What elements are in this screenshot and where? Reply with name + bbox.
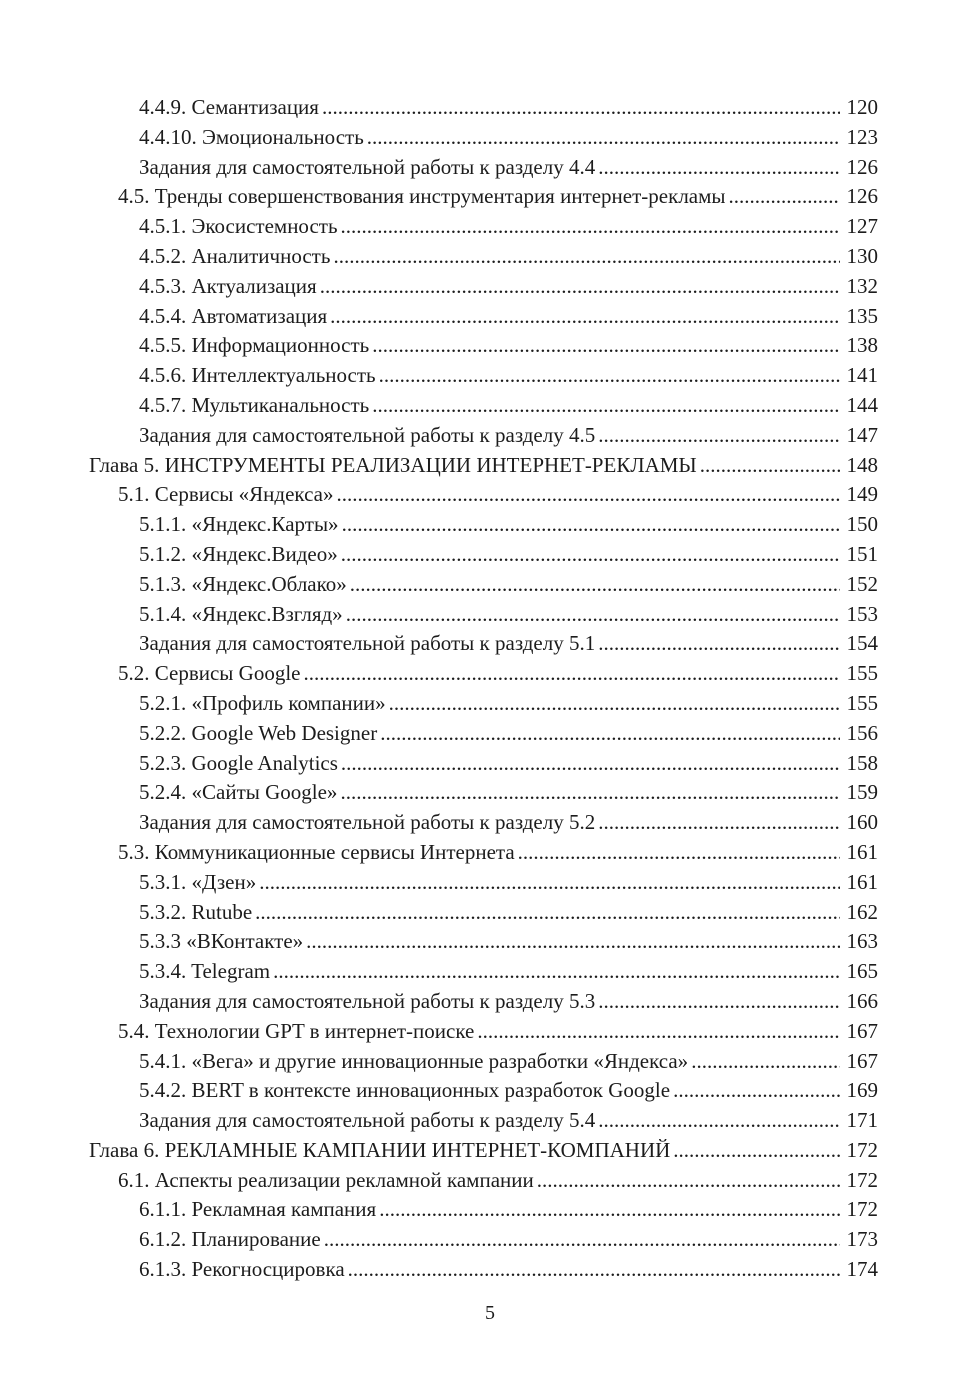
- toc-entry-page: 167: [846, 1018, 878, 1043]
- toc-leader-dots: [348, 1255, 840, 1285]
- toc-entry-label: 5.2.3. Google Analytics: [139, 750, 338, 775]
- toc-leader-dots: [304, 659, 840, 689]
- toc-entry-label: 6.1. Аспекты реализации рекламной кампании: [118, 1167, 534, 1192]
- toc-entry-label: 4.5. Тренды совершенствования инструментария интернет-рекламы: [118, 184, 726, 209]
- toc-leader-dots: [598, 629, 839, 659]
- toc-entry: [89, 391, 878, 421]
- toc-entry-label: Задания для самостоятельной работы к разделу 5.1: [139, 631, 596, 656]
- toc-entry: [89, 421, 878, 451]
- toc-entry-page: 167: [846, 1048, 878, 1073]
- toc-entry: [89, 838, 878, 868]
- toc-entry-page: 144: [846, 392, 878, 417]
- toc-entry-label: 4.5.7. Мультиканальность: [139, 392, 370, 417]
- toc-entry: [89, 927, 878, 957]
- toc-leader-dots: [342, 510, 840, 540]
- toc-entry-label: 5.3.2. Rutube: [139, 899, 253, 924]
- toc-entry: [89, 957, 878, 987]
- toc-entry-page: 173: [846, 1227, 878, 1252]
- toc-entry-label: 4.5.5. Информационность: [139, 333, 370, 358]
- toc-entry-label: 5.4.2. BERT в контексте инновационных разработок Google: [139, 1078, 671, 1103]
- toc-entry-page: 169: [846, 1078, 878, 1103]
- toc-leader-dots: [372, 391, 839, 421]
- toc-entry-label: Задания для самостоятельной работы к разделу 5.3: [139, 988, 596, 1013]
- toc-entry-label: 5.1.2. «Яндекс.Видео»: [139, 541, 338, 566]
- toc-entry-label: 4.5.2. Аналитичность: [139, 243, 331, 268]
- toc-leader-dots: [341, 749, 840, 779]
- toc-entry-label: 4.5.6. Интеллектуальность: [139, 363, 376, 388]
- toc-leader-dots: [598, 421, 839, 451]
- toc-leader-dots: [518, 838, 840, 868]
- toc-leader-dots: [598, 1106, 839, 1136]
- toc-entry-label: Задания для самостоятельной работы к разделу 4.4: [139, 154, 596, 179]
- toc-leader-dots: [379, 361, 840, 391]
- toc-leader-dots: [346, 600, 840, 630]
- toc-leader-dots: [330, 302, 839, 332]
- toc-entry: [89, 1106, 878, 1136]
- toc-leader-dots: [341, 212, 840, 242]
- toc-entry-page: 159: [846, 780, 878, 805]
- toc-entry-page: 126: [846, 154, 878, 179]
- toc-entry: [89, 749, 878, 779]
- toc-entry-page: 158: [846, 750, 878, 775]
- toc-entry: [89, 182, 878, 212]
- toc-leader-dots: [320, 272, 840, 302]
- toc-entry: [89, 272, 878, 302]
- toc-entry-page: 138: [846, 333, 878, 358]
- toc-entry: [89, 242, 878, 272]
- toc-leader-dots: [337, 480, 840, 510]
- toc-entry: [89, 123, 878, 153]
- toc-entry-label: Задания для самостоятельной работы к разделу 5.4: [139, 1108, 596, 1133]
- toc-entry-label: 5.2. Сервисы Google: [118, 661, 301, 686]
- toc-entry-page: 126: [846, 184, 878, 209]
- toc-entry-page: 149: [846, 482, 878, 507]
- toc-leader-dots: [700, 451, 840, 481]
- toc-entry-label: 5.3.3 «ВКонтакте»: [139, 929, 304, 954]
- toc-entry-page: 123: [846, 124, 878, 149]
- toc-entry-label: 4.5.4. Автоматизация: [139, 303, 328, 328]
- toc-entry: [89, 898, 878, 928]
- toc-entry: [89, 689, 878, 719]
- toc-entry-label: 5.1.1. «Яндекс.Карты»: [139, 512, 339, 537]
- toc-entry-page: 163: [846, 929, 878, 954]
- toc-leader-dots: [322, 93, 840, 123]
- toc-entry: [89, 480, 878, 510]
- toc-entry-label: 5.4. Технологии GPT в интернет-поиске: [118, 1018, 475, 1043]
- toc-entry-label: 4.5.3. Актуализация: [139, 273, 317, 298]
- toc-entry-page: 172: [846, 1167, 878, 1192]
- toc-entry-label: 5.3.4. Telegram: [139, 959, 271, 984]
- toc-entry-page: 120: [846, 95, 878, 119]
- toc-leader-dots: [259, 868, 839, 898]
- toc-entry-page: 147: [846, 422, 878, 447]
- toc-leader-dots: [598, 987, 839, 1017]
- toc-entry: [89, 302, 878, 332]
- toc-entry: [89, 93, 878, 123]
- toc-entry-label: Задания для самостоятельной работы к разделу 4.5: [139, 422, 596, 447]
- toc-entry-label: 6.1.2. Планирование: [139, 1227, 321, 1252]
- toc-leader-dots: [598, 808, 839, 838]
- toc-entry-page: 153: [846, 601, 878, 626]
- table-of-contents: [89, 93, 878, 1285]
- toc-entry: [89, 1047, 878, 1077]
- toc-entry-label: 5.3. Коммуникационные сервисы Интернета: [118, 839, 515, 864]
- toc-entry: [89, 153, 878, 183]
- toc-leader-dots: [372, 331, 839, 361]
- toc-entry: [89, 1017, 878, 1047]
- toc-leader-dots: [306, 927, 839, 957]
- page-number-footer: 5: [485, 1302, 495, 1324]
- toc-entry: [89, 331, 878, 361]
- toc-entry: [89, 1166, 878, 1196]
- toc-entry-label: 4.4.9. Семантизация: [139, 95, 319, 119]
- toc-leader-dots: [598, 153, 839, 183]
- toc-entry-label: 5.2.4. «Сайты Google»: [139, 780, 338, 805]
- toc-entry: [89, 1076, 878, 1106]
- toc-entry-page: 162: [846, 899, 878, 924]
- toc-entry: [89, 212, 878, 242]
- toc-entry-label: 5.1. Сервисы «Яндекса»: [118, 482, 334, 507]
- toc-leader-dots: [379, 1195, 839, 1225]
- toc-entry: [89, 510, 878, 540]
- toc-entry-label: Глава 6. РЕКЛАМНЫЕ КАМПАНИИ ИНТЕРНЕТ-КОМПАНИЙ: [89, 1137, 671, 1162]
- toc-leader-dots: [341, 540, 840, 570]
- toc-entry-page: 156: [846, 720, 878, 745]
- toc-entry-page: 166: [846, 988, 878, 1013]
- toc-entry-page: 148: [846, 452, 878, 477]
- toc-entry: [89, 987, 878, 1017]
- toc-entry-page: 130: [846, 243, 878, 268]
- toc-leader-dots: [729, 182, 840, 212]
- toc-leader-dots: [389, 689, 840, 719]
- toc-leader-dots: [255, 898, 839, 928]
- toc-entry: [89, 808, 878, 838]
- toc-entry-page: 165: [846, 959, 878, 984]
- toc-leader-dots: [380, 719, 839, 749]
- toc-leader-dots: [333, 242, 839, 272]
- toc-entry-page: 151: [846, 541, 878, 566]
- toc-entry-page: 150: [846, 512, 878, 537]
- toc-entry-label: 4.5.1. Экосистемность: [139, 214, 338, 239]
- toc-entry: [89, 778, 878, 808]
- toc-entry: [89, 570, 878, 600]
- toc-entry-page: 174: [846, 1257, 878, 1282]
- toc-entry-label: 6.1.3. Рекогносцировка: [139, 1257, 345, 1282]
- toc-entry: [89, 1195, 878, 1225]
- toc-entry: [89, 1225, 878, 1255]
- toc-entry-page: 161: [846, 839, 878, 864]
- toc-entry-label: 5.2.1. «Профиль компании»: [139, 690, 386, 715]
- toc-leader-dots: [673, 1136, 839, 1166]
- toc-entry: [89, 451, 878, 481]
- toc-entry-page: 172: [846, 1197, 878, 1222]
- toc-entry-page: 135: [846, 303, 878, 328]
- toc-entry: [89, 1255, 878, 1285]
- toc-entry-page: 127: [846, 214, 878, 239]
- toc-leader-dots: [477, 1017, 839, 1047]
- toc-leader-dots: [537, 1166, 840, 1196]
- toc-entry: [89, 659, 878, 689]
- toc-entry: [89, 540, 878, 570]
- toc-entry-label: Глава 5. ИНСТРУМЕНТЫ РЕАЛИЗАЦИИ ИНТЕРНЕТ-РЕКЛАМЫ: [89, 452, 697, 477]
- toc-entry-page: 171: [846, 1108, 878, 1133]
- toc-entry-page: 152: [846, 571, 878, 596]
- toc-entry-label: 4.4.10. Эмоциональность: [139, 124, 364, 149]
- toc-entry-label: 5.1.3. «Яндекс.Облако»: [139, 571, 347, 596]
- toc-entry-page: 172: [846, 1137, 878, 1162]
- toc-entry-label: 5.1.4. «Яндекс.Взгляд»: [139, 601, 343, 626]
- toc-entry-label: 5.4.1. «Вега» и другие инновационные разработки «Яндекса»: [139, 1048, 689, 1073]
- toc-leader-dots: [340, 778, 839, 808]
- toc-entry-label: 5.3.1. «Дзен»: [139, 869, 257, 894]
- toc-leader-dots: [273, 957, 839, 987]
- toc-entry-page: 155: [846, 661, 878, 686]
- toc-entry-page: 155: [846, 690, 878, 715]
- toc-entry: [89, 361, 878, 391]
- toc-leader-dots: [324, 1225, 840, 1255]
- toc-entry: [89, 868, 878, 898]
- toc-entry: [89, 629, 878, 659]
- toc-leader-dots: [691, 1047, 839, 1077]
- toc-entry: [89, 719, 878, 749]
- toc-leader-dots: [673, 1076, 839, 1106]
- toc-entry: [89, 600, 878, 630]
- toc-entry-page: 154: [846, 631, 878, 656]
- toc-leader-dots: [367, 123, 840, 153]
- toc-entry: [89, 1136, 878, 1166]
- toc-entry-page: 132: [846, 273, 878, 298]
- toc-leader-dots: [350, 570, 840, 600]
- toc-entry-label: 6.1.1. Рекламная кампания: [139, 1197, 377, 1222]
- toc-entry-page: 161: [846, 869, 878, 894]
- toc-entry-page: 160: [846, 810, 878, 835]
- toc-entry-label: Задания для самостоятельной работы к разделу 5.2: [139, 810, 596, 835]
- toc-entry-page: 141: [846, 363, 878, 388]
- toc-entry-label: 5.2.2. Google Web Designer: [139, 720, 378, 745]
